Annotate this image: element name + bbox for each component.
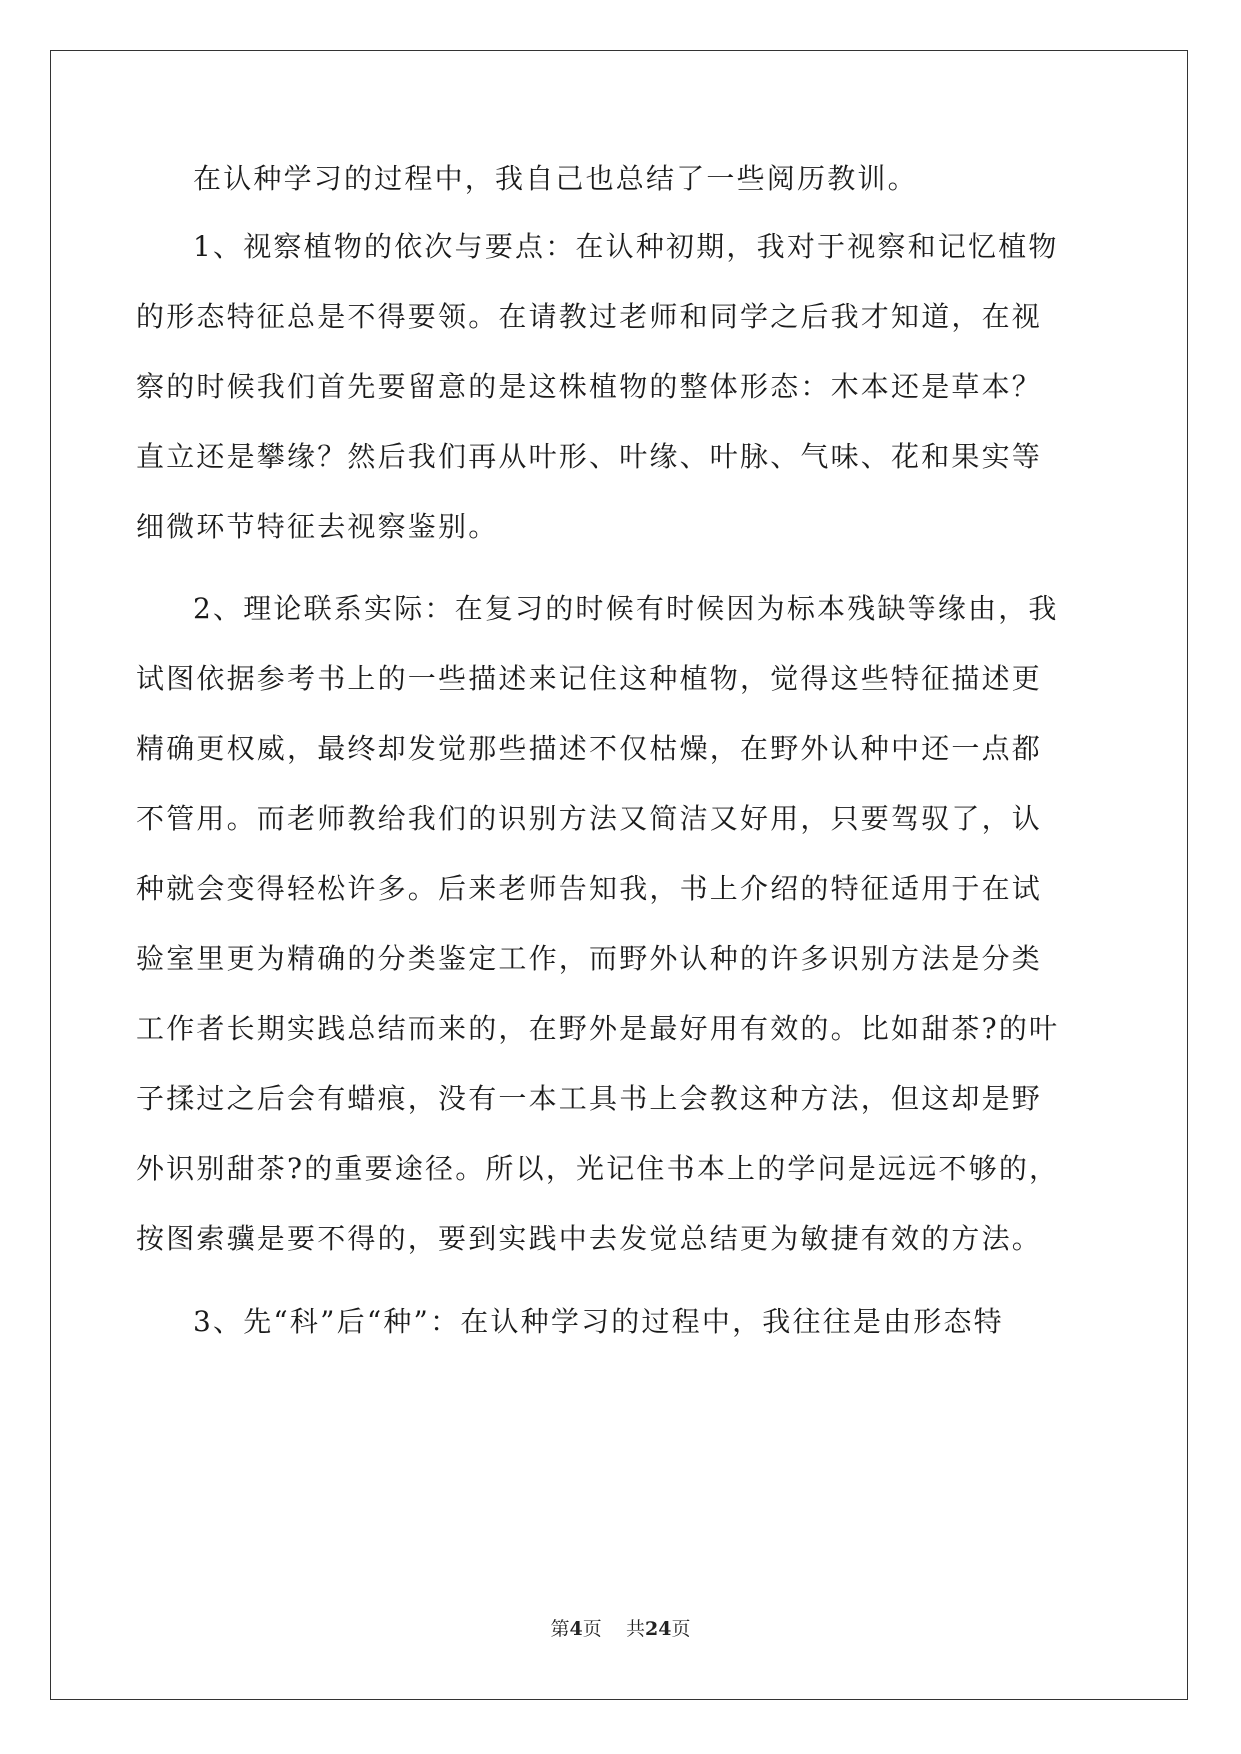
text-line: 精确更权威，最终却发觉那些描述不仅枯燥，在野外认种中还一点都: [136, 732, 1043, 765]
text-line: 直立还是攀缘？然后我们再从叶形、叶缘、叶脉、气味、花和果实等: [136, 440, 1043, 473]
text-line: 2、理论联系实际：在复习的时候有时候因为标本残缺等缘由，我: [193, 592, 1059, 625]
text-line: 验室里更为精确的分类鉴定工作，而野外认种的许多识别方法是分类: [136, 942, 1043, 975]
text-line: 细微环节特征去视察鉴别。: [136, 510, 499, 543]
footer-total-prefix: 共: [625, 1618, 645, 1640]
text-line: 子揉过之后会有蜡痕，没有一本工具书上会教这种方法，但这却是野: [136, 1082, 1043, 1115]
text-line: 按图索骥是要不得的，要到实践中去发觉总结更为敏捷有效的方法。: [136, 1222, 1043, 1255]
footer-page-number: 4: [569, 1618, 583, 1640]
text-line: 种就会变得轻松许多。后来老师告知我，书上介绍的特征适用于在试: [136, 872, 1043, 905]
footer-total-unit: 页: [671, 1618, 691, 1640]
text-line: 工作者长期实践总结而来的，在野外是最好用有效的。比如甜茶?的叶: [136, 1012, 1060, 1045]
text-line: 1、视察植物的依次与要点：在认种初期，我对于视察和记忆植物: [193, 230, 1059, 263]
text-line: 外识别甜茶?的重要途径。所以，光记住书本上的学问是远远不够的，: [136, 1152, 1060, 1185]
page-footer: [0, 1617, 1241, 1641]
footer-page-prefix: 第: [550, 1618, 570, 1640]
text-line: 3、先“科”后“种”：在认种学习的过程中，我往往是由形态特: [193, 1305, 1004, 1338]
text-line: 在认种学习的过程中，我自己也总结了一些阅历教训。: [193, 162, 918, 195]
text-line: 试图依据参考书上的一些描述来记住这种植物，觉得这些特征描述更: [136, 662, 1043, 695]
footer-total-pages: 24: [644, 1618, 672, 1640]
text-line: 的形态特征总是不得要领。在请教过老师和同学之后我才知道，在视: [136, 300, 1043, 333]
footer-page-unit: 页: [582, 1618, 602, 1640]
text-line: 不管用。而老师教给我们的识别方法又简洁又好用，只要驾驭了，认: [136, 802, 1043, 835]
text-line: 察的时候我们首先要留意的是这株植物的整体形态：木本还是草本？: [136, 370, 1043, 403]
